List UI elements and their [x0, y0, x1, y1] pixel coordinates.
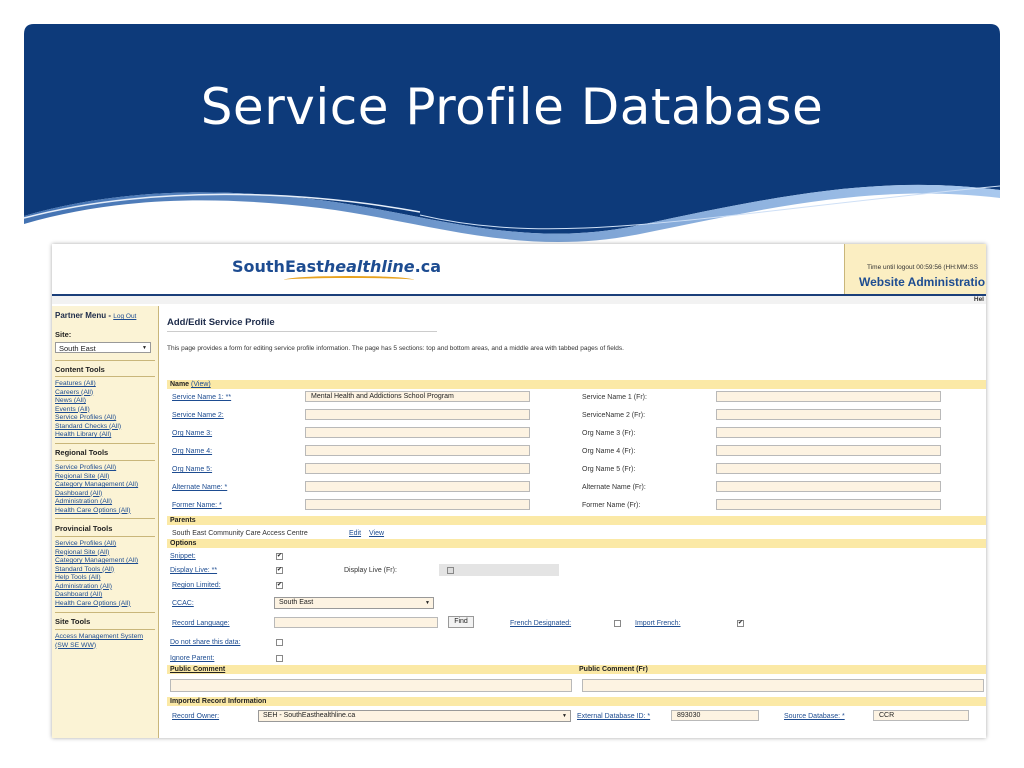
page-title: Add/Edit Service Profile	[167, 317, 275, 328]
region-limited-label[interactable]: Region Limited:	[172, 582, 221, 589]
do-not-share-checkbox[interactable]	[276, 639, 283, 646]
site-tools-heading: Site Tools	[55, 617, 91, 626]
service-name-1-fr-input[interactable]	[716, 391, 941, 402]
french-designated-label[interactable]: French Designated:	[510, 620, 572, 627]
public-comment-fr-label: Public Comment (Fr)	[579, 666, 648, 673]
public-comment-input[interactable]	[170, 679, 572, 692]
org-name-3-input[interactable]	[305, 427, 530, 438]
source-db-input[interactable]: CCR	[873, 710, 969, 721]
org-name-5-fr-input[interactable]	[716, 463, 941, 474]
sidebar-link[interactable]: Regional Site (All)	[55, 472, 110, 480]
alternate-name-input[interactable]	[305, 481, 530, 492]
org-name-5-input[interactable]	[305, 463, 530, 474]
sidebar-link[interactable]: Careers (All)	[55, 388, 94, 396]
field-label: Service Name 1 (Fr):	[582, 394, 647, 401]
record-owner-value: SEH - SouthEasthealthline.ca	[263, 712, 356, 719]
org-name-4-input[interactable]	[305, 445, 530, 456]
import-french-label[interactable]: Import French:	[635, 620, 681, 627]
service-name-2-input[interactable]	[305, 409, 530, 420]
sidebar-link[interactable]: Administration (All)	[55, 582, 113, 590]
top-bar	[52, 244, 986, 296]
help-strip	[52, 296, 986, 304]
site-logo[interactable]	[232, 257, 441, 276]
external-db-id-input[interactable]: 893030	[671, 710, 759, 721]
divider	[55, 612, 155, 613]
field-label[interactable]: Org Name 3:	[172, 430, 213, 437]
content-tools-heading: Content Tools	[55, 365, 105, 374]
former-name-input[interactable]	[305, 499, 530, 510]
parent-org: South East Community Care Access Centre	[172, 530, 308, 537]
imported-record-header: Imported Record Information	[167, 697, 986, 706]
field-label[interactable]: Service Name 2:	[172, 412, 224, 419]
sidebar-link[interactable]: Regional Site (All)	[55, 548, 110, 556]
sidebar-link[interactable]: Service Profiles (All)	[55, 464, 117, 471]
record-language-label[interactable]: Record Language:	[172, 620, 230, 627]
field-label: Org Name 4 (Fr):	[582, 448, 636, 455]
service-name-1-input[interactable]: Mental Health and Addictions School Program	[305, 391, 530, 402]
section-label: Name	[170, 381, 190, 388]
sidebar-link[interactable]: Category Management (All)	[55, 481, 139, 488]
snippet-checkbox[interactable]: ✔	[277, 553, 283, 559]
provincial-tools-heading: Provincial Tools	[55, 524, 113, 533]
find-button[interactable]: Find	[448, 616, 474, 628]
sidebar-link[interactable]: Administration (All)	[55, 498, 113, 505]
former-name-fr-input[interactable]	[716, 499, 941, 510]
sidebar-link[interactable]: Service Profiles (All)	[55, 540, 117, 547]
public-comment-label: Public Comment	[170, 666, 226, 673]
chevron-down-icon: ▼	[142, 345, 147, 351]
logo-text-1: SouthEast	[232, 257, 324, 276]
field-label: Org Name 5 (Fr):	[582, 466, 636, 473]
sidebar-link[interactable]: Features (All)	[55, 380, 96, 387]
chevron-down-icon: ▼	[425, 600, 430, 606]
site-select-value: South East	[59, 344, 96, 353]
ccac-select[interactable]	[274, 597, 434, 609]
sidebar-link[interactable]: Standard Checks (All)	[55, 422, 122, 430]
logo-swoosh	[284, 276, 414, 284]
admin-header-box	[844, 244, 986, 294]
options-section-header: Options	[167, 539, 986, 548]
sidebar-link[interactable]: Access Management System	[55, 633, 144, 640]
source-db-label[interactable]: Source Database: *	[784, 713, 845, 720]
help-link[interactable]: Hel	[973, 296, 984, 303]
field-label: ServiceName 2 (Fr):	[582, 412, 646, 419]
sidebar-link[interactable]: Help Tools (All)	[55, 574, 101, 581]
field-label[interactable]: Org Name 4:	[172, 448, 213, 455]
sidebar-link[interactable]: Dashboard (All)	[55, 489, 103, 497]
logo-text-2: healthline	[323, 257, 415, 276]
main-content	[164, 306, 986, 738]
do-not-share-label[interactable]: Do not share this data:	[170, 639, 241, 646]
divider	[167, 331, 437, 332]
field-label[interactable]: Service Name 1: **	[172, 394, 232, 401]
display-live-checkbox[interactable]: ✔	[277, 567, 283, 573]
field-label[interactable]: Alternate Name: *	[172, 484, 228, 491]
french-designated-checkbox[interactable]	[614, 620, 621, 627]
public-comment-fr-input[interactable]	[582, 679, 984, 692]
sidebar-link[interactable]: Health Care Options (All)	[55, 506, 131, 514]
sidebar-link[interactable]: Service Profiles (All)	[55, 414, 117, 421]
field-label: Alternate Name (Fr):	[582, 484, 646, 491]
divider	[55, 376, 155, 377]
ignore-parent-label[interactable]: Ignore Parent:	[170, 655, 215, 662]
org-name-4-fr-input[interactable]	[716, 445, 941, 456]
alternate-name-fr-input[interactable]	[716, 481, 941, 492]
divider	[55, 629, 155, 630]
partner-menu-label: Partner Menu	[55, 311, 107, 320]
sidebar-link[interactable]: Health Care Options (All)	[55, 599, 131, 607]
field-label: Org Name 3 (Fr):	[582, 430, 636, 437]
sidebar-link[interactable]: Standard Tools (All)	[55, 565, 115, 573]
partner-menu-heading: Partner Menu - Log Out	[55, 311, 137, 320]
sidebar-link[interactable]: (SW SE WW)	[55, 641, 97, 649]
name-section-header	[167, 380, 986, 389]
divider	[55, 360, 155, 361]
org-name-3-fr-input[interactable]	[716, 427, 941, 438]
divider	[55, 443, 155, 444]
display-live-fr-checkbox[interactable]	[447, 567, 454, 574]
chevron-down-icon: ▼	[562, 713, 567, 719]
site-select[interactable]	[55, 342, 151, 353]
slide-title: Service Profile Database	[200, 78, 824, 136]
field-label: Former Name (Fr):	[582, 502, 641, 509]
display-live-fr-label: Display Live (Fr):	[344, 567, 397, 574]
record-owner-select[interactable]	[258, 710, 571, 722]
site-label: Site:	[55, 330, 72, 339]
logout-timer: Time until logout 00:59:56 (HH:MM:SS	[867, 264, 979, 271]
sidebar-link[interactable]: Dashboard (All)	[55, 591, 103, 598]
ccac-label[interactable]: CCAC:	[172, 600, 194, 607]
record-language-input[interactable]	[274, 617, 438, 628]
sidebar-link[interactable]: Category Management (All)	[55, 557, 139, 564]
display-live-label[interactable]: Display Live: **	[170, 567, 218, 574]
ccac-select-value: South East	[279, 599, 314, 606]
view-link[interactable]: (View)	[191, 381, 211, 388]
divider	[55, 460, 155, 461]
import-french-checkbox[interactable]: ✔	[738, 620, 744, 626]
field-label[interactable]: Former Name: *	[172, 502, 222, 509]
regional-tools-heading: Regional Tools	[55, 448, 109, 457]
service-name-2-fr-input[interactable]	[716, 409, 941, 420]
admin-screenshot	[52, 244, 986, 738]
field-label[interactable]: Org Name 5:	[172, 466, 213, 473]
page-description: This page provides a form for editing service profile information. The page has 5 sections: top and bottom areas, and a middle area with tabbed pages of fields.	[167, 345, 624, 352]
parents-section-header: Parents	[167, 516, 986, 525]
partner-sidebar	[52, 306, 159, 738]
logo-text-3: .ca	[414, 257, 441, 276]
divider	[55, 536, 155, 537]
snippet-label[interactable]: Snippet:	[170, 553, 196, 560]
sidebar-link[interactable]: Health Library (All)	[55, 431, 112, 438]
website-admin-title: Website Administratio	[859, 275, 986, 289]
public-comment-header	[167, 665, 986, 674]
parent-view-link[interactable]: View	[369, 530, 385, 537]
sidebar-link[interactable]: News (All)	[55, 397, 86, 404]
parent-edit-link[interactable]: Edit	[349, 530, 362, 537]
divider	[55, 518, 155, 519]
logout-link[interactable]: Log Out	[113, 313, 137, 320]
sidebar-link[interactable]: Events (All)	[55, 405, 90, 413]
record-owner-label[interactable]: Record Owner:	[172, 713, 220, 720]
external-db-id-label[interactable]: External Database ID: *	[577, 713, 651, 720]
region-limited-checkbox[interactable]: ✔	[277, 582, 283, 588]
display-live-fr-area	[439, 564, 559, 576]
ignore-parent-checkbox[interactable]	[276, 655, 283, 662]
